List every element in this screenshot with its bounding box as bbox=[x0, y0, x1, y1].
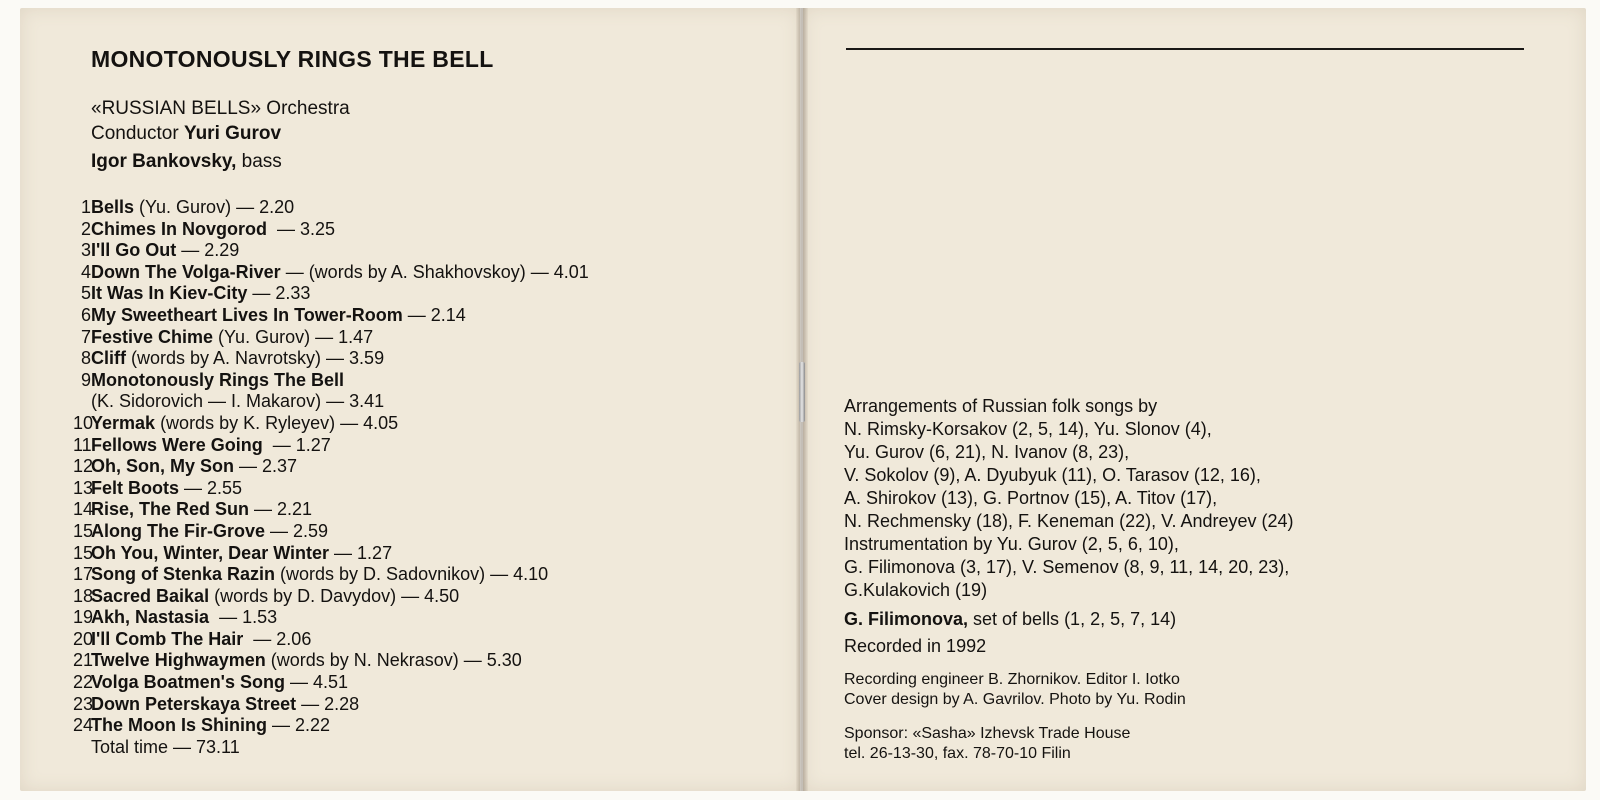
track-title: Fellows Were Going bbox=[91, 434, 263, 455]
recorded-year: Recorded in 1992 bbox=[844, 636, 987, 656]
track-row bbox=[73, 262, 589, 284]
track-number: 15 bbox=[73, 542, 94, 563]
bells-credit bbox=[844, 608, 1294, 631]
track-row bbox=[73, 413, 589, 435]
track-detail: — 2.37 bbox=[234, 456, 298, 477]
track-title: Twelve Highwaymen bbox=[91, 650, 266, 671]
track-number: 24 bbox=[73, 715, 94, 736]
header-rule bbox=[846, 48, 1524, 50]
track-detail: — (words by A. Shakhovskoy) — 4.01 bbox=[280, 261, 589, 282]
conductor-name: Yuri Gurov bbox=[183, 123, 282, 144]
track-title: Rise, The Red Sun bbox=[91, 499, 250, 520]
credits bbox=[91, 96, 350, 174]
track-row bbox=[73, 694, 589, 716]
notes-line-9: G.Kulakovich (19) bbox=[844, 580, 988, 600]
track-row bbox=[73, 456, 589, 478]
track-number: 8 bbox=[80, 348, 91, 369]
orchestra-line: «RUSSIAN BELLS» Orchestra bbox=[91, 98, 350, 119]
track-title: Song of Stenka Razin bbox=[91, 564, 276, 585]
notes-line-5: A. Shirokov (13), G. Portnov (15), A. Titov (17), bbox=[844, 488, 1218, 508]
cover-line: Cover design by A. Gavrilov. Photo by Yu. Rodin bbox=[844, 691, 1186, 708]
track-title: Akh, Nastasia bbox=[91, 607, 210, 628]
track-number: 23 bbox=[73, 693, 94, 714]
track-title: Oh You, Winter, Dear Winter bbox=[91, 542, 330, 563]
track-number: 21 bbox=[73, 650, 94, 671]
track-row bbox=[73, 499, 589, 521]
track-row bbox=[73, 391, 589, 413]
track-number: 2 bbox=[80, 218, 91, 239]
notes-line-3: Yu. Gurov (6, 21), N. Ivanov (8, 23), bbox=[844, 442, 1130, 462]
album-title: MONOTONOUSLY RINGS THE BELL bbox=[91, 46, 494, 72]
notes-line-4: V. Sokolov (9), A. Dyubyuk (11), O. Tarasov (12, 16), bbox=[844, 465, 1261, 485]
track-detail: — 1.27 bbox=[329, 542, 393, 563]
contact-line: tel. 26-13-30, fax. 78-70-10 Filin bbox=[844, 745, 1071, 762]
track-title: Down Peterskaya Street bbox=[91, 693, 297, 714]
track-title: Festive Chime bbox=[91, 326, 214, 347]
track-number: 14 bbox=[73, 499, 94, 520]
track-row bbox=[73, 370, 589, 392]
track-row bbox=[73, 327, 589, 349]
track-title: Chimes In Novgorod bbox=[91, 218, 268, 239]
track-detail: (Yu. Gurov) — 1.47 bbox=[213, 326, 374, 347]
track-number: 5 bbox=[80, 283, 91, 304]
bells-credit-detail: set of bells (1, 2, 5, 7, 14) bbox=[968, 609, 1177, 629]
track-title: Monotonously Rings The Bell bbox=[91, 369, 344, 390]
track-row bbox=[73, 715, 589, 737]
track-detail: — 1.27 bbox=[262, 434, 331, 455]
soloist-name: Igor Bankovsky, bbox=[91, 151, 237, 172]
track-title: Along The Fir-Grove bbox=[91, 520, 266, 541]
notes-line-7: Instrumentation by Yu. Gurov (2, 5, 6, 10), bbox=[844, 534, 1179, 554]
track-detail: — 2.14 bbox=[402, 304, 466, 325]
track-detail: — 2.28 bbox=[296, 693, 360, 714]
soloist-role: bass bbox=[241, 151, 282, 172]
track-detail: — 1.53 bbox=[209, 607, 278, 628]
notes-line-8: G. Filimonova (3, 17), V. Semenov (8, 9, 11, 14, 20, 23), bbox=[844, 557, 1290, 577]
conductor-prefix: Conductor bbox=[91, 123, 179, 144]
track-title: I'll Go Out bbox=[91, 240, 177, 261]
staple bbox=[799, 362, 805, 422]
track-title: Down The Volga-River bbox=[91, 261, 281, 282]
track-number: 1 bbox=[80, 197, 91, 217]
track-title: My Sweetheart Lives In Tower-Room bbox=[91, 304, 403, 325]
sponsor-line: Sponsor: «Sasha» Izhevsk Trade House bbox=[844, 725, 1131, 742]
track-detail: — 4.51 bbox=[284, 672, 349, 693]
bells-credit-name: G. Filimonova, bbox=[844, 609, 969, 629]
track-detail: — 2.59 bbox=[265, 520, 329, 541]
track-title: Sacred Baikal bbox=[91, 585, 210, 606]
track-number: 15 bbox=[73, 520, 94, 541]
track-detail: (Yu. Gurov) — 2.20 bbox=[134, 197, 295, 217]
track-detail: — 3.25 bbox=[267, 218, 336, 239]
total-time: Total time — 73.11 bbox=[91, 737, 240, 757]
track-title: Volga Boatmen's Song bbox=[91, 672, 285, 693]
track-detail: — 2.21 bbox=[249, 499, 313, 520]
track-detail: (K. Sidorovich — I. Makarov) — 3.41 bbox=[91, 391, 385, 412]
track-number: 11 bbox=[73, 434, 92, 455]
track-row bbox=[73, 629, 589, 651]
track-title: Yermak bbox=[91, 412, 156, 433]
track-row bbox=[73, 283, 589, 305]
track-number: 19 bbox=[73, 607, 94, 628]
track-row bbox=[73, 564, 589, 586]
notes-line-2: N. Rimsky-Korsakov (2, 5, 14), Yu. Slonov (4), bbox=[844, 419, 1212, 439]
track-detail: (words by D. Davydov) — 4.50 bbox=[209, 585, 460, 606]
track-number: 4 bbox=[80, 261, 91, 282]
track-number: 7 bbox=[80, 326, 91, 347]
track-number: 13 bbox=[73, 477, 94, 498]
notes-line-1: Arrangements of Russian folk songs by bbox=[844, 396, 1158, 416]
track-number: 20 bbox=[73, 628, 94, 649]
track-number: 22 bbox=[73, 672, 94, 693]
conductor-line bbox=[91, 121, 350, 146]
track-number: 17 bbox=[73, 564, 94, 585]
track-detail: (words by K. Ryleyev) — 4.05 bbox=[155, 412, 399, 433]
track-row bbox=[73, 435, 589, 457]
track-row bbox=[73, 672, 589, 694]
track-detail: — 2.06 bbox=[243, 628, 312, 649]
track-number: 10 bbox=[73, 412, 94, 433]
track-number: 12 bbox=[73, 456, 94, 477]
track-row bbox=[73, 305, 589, 327]
engineer-line: Recording engineer B. Zhornikov. Editor I. Iotko bbox=[844, 671, 1180, 688]
track-row bbox=[73, 607, 589, 629]
notes-line-6: N. Rechmensky (18), F. Keneman (22), V. Andreyev (24) bbox=[844, 511, 1294, 531]
track-number: 3 bbox=[80, 240, 91, 261]
track-detail: — 2.33 bbox=[247, 283, 311, 304]
track-title: Oh, Son, My Son bbox=[91, 456, 234, 477]
track-title: The Moon Is Shining bbox=[91, 715, 267, 736]
track-row bbox=[73, 586, 589, 608]
track-title: I'll Comb The Hair bbox=[91, 628, 244, 649]
track-row bbox=[73, 650, 589, 672]
production-notes bbox=[844, 395, 1294, 658]
track-row bbox=[73, 348, 589, 370]
track-title: Bells bbox=[91, 197, 135, 217]
track-title: Cliff bbox=[91, 348, 126, 369]
track-number: 6 bbox=[80, 304, 91, 325]
track-row bbox=[73, 197, 589, 219]
track-row bbox=[73, 478, 589, 500]
track-detail: (words by N. Nekrasov) — 5.30 bbox=[265, 650, 522, 671]
track-row bbox=[73, 543, 589, 565]
track-detail: — 2.22 bbox=[266, 715, 331, 736]
track-title: Felt Boots bbox=[91, 477, 179, 498]
track-detail: — 2.29 bbox=[176, 240, 240, 261]
soloist-line bbox=[91, 149, 350, 174]
track-detail: (words by D. Sadovnikov) — 4.10 bbox=[275, 564, 549, 585]
track-number: 9 bbox=[80, 369, 91, 390]
track-row bbox=[73, 219, 589, 241]
track-detail: (words by A. Navrotsky) — 3.59 bbox=[126, 348, 385, 369]
track-number: 18 bbox=[73, 585, 94, 606]
track-detail: — 2.55 bbox=[179, 477, 243, 498]
track-row bbox=[73, 521, 589, 543]
sponsor-block bbox=[844, 724, 1130, 764]
track-title: It Was In Kiev-City bbox=[91, 283, 248, 304]
track-row bbox=[73, 240, 589, 262]
track-list bbox=[73, 197, 589, 737]
engineering-credits bbox=[844, 670, 1186, 710]
